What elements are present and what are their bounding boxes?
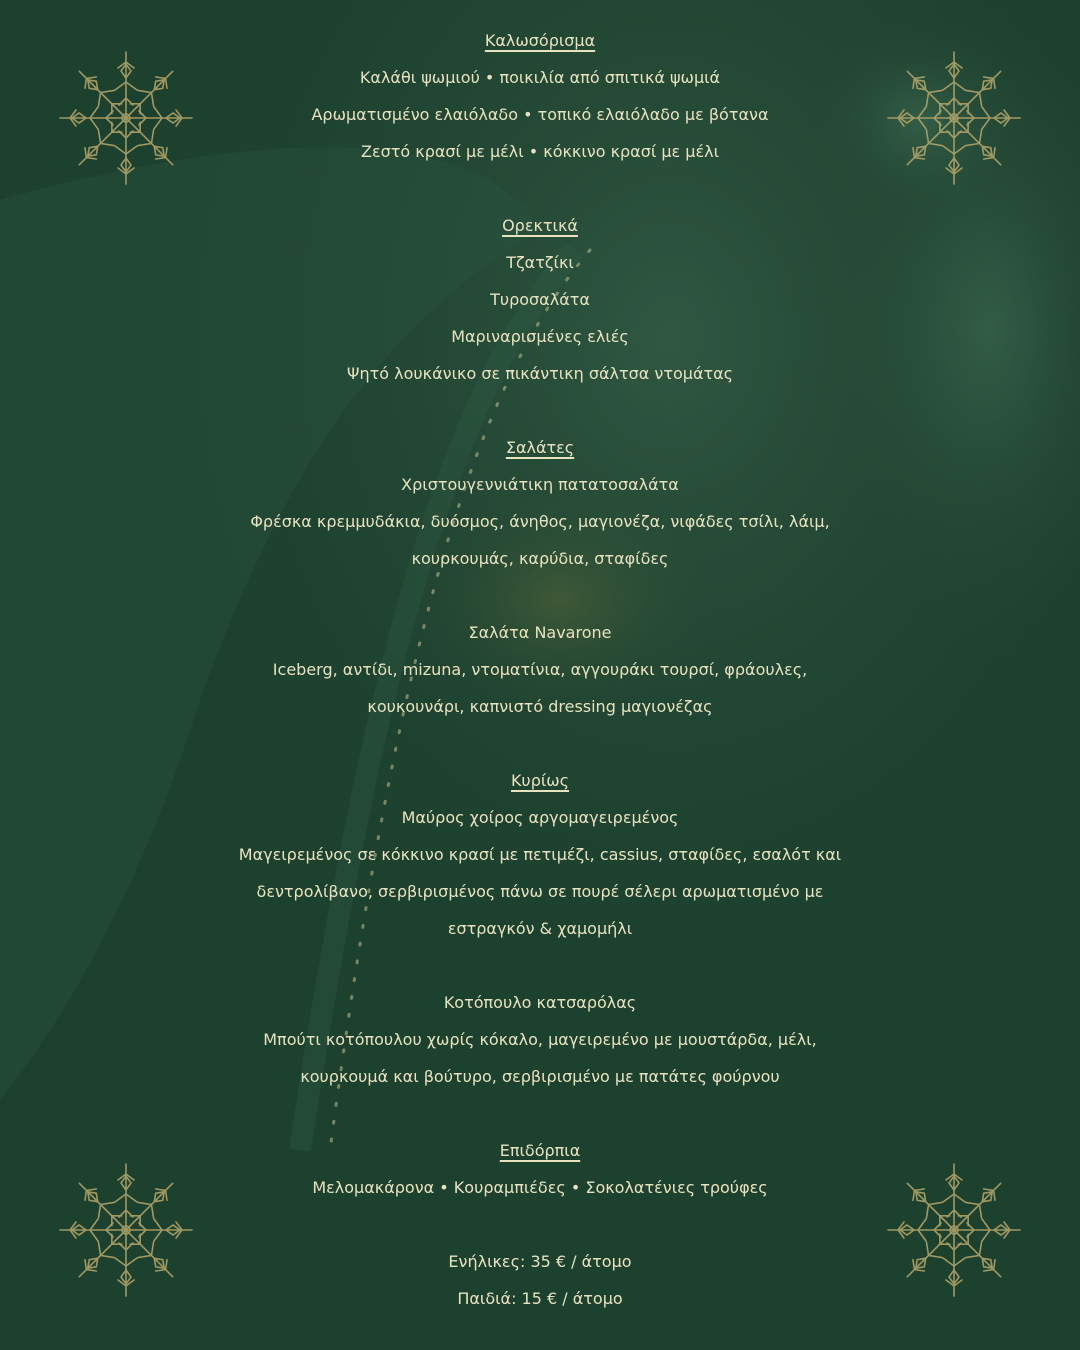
price-children: Παιδιά: 15 € / άτομο [457,1289,623,1308]
menu-line: Ψητό λουκάνικο σε πικάντικη σάλτσα ντομάτας [346,364,734,383]
item-name: Σαλάτα Navarone [468,623,612,642]
section-welcome [0,22,1080,170]
menu-line: Τυροσαλάτα [490,290,590,309]
price-list [0,1243,1080,1317]
menu-line: Μελομακάρονα • Κουραμπιέδες • Σοκολατένιες τρούφες [312,1178,768,1197]
menu-item [0,799,1080,947]
section-heading: Σαλάτες [505,438,575,457]
menu-item [0,614,1080,725]
price-adults: Ενήλικες: 35 € / άτομο [448,1252,632,1271]
section-mains [0,762,1080,1095]
item-description: Iceberg, αντίδι, mizuna, ντοματίνια, αγγουράκι τουρσί, φράουλες, [272,660,808,679]
menu-item [0,466,1080,577]
item-description: κουκουνάρι, καπνιστό dressing μαγιονέζας [367,697,713,716]
menu-item [0,984,1080,1095]
item-description: δεντρολίβανο, σερβιρισμένος πάνω σε πουρέ σέλερι αρωματισμένο με [256,882,824,901]
item-name: Κοτόπουλο κατσαρόλας [443,993,637,1012]
section-salads [0,429,1080,725]
menu-line: Ζεστό κρασί με μέλι • κόκκινο κρασί με μέλι [361,142,719,161]
section-heading: Κυρίως [510,771,570,790]
section-appetizers [0,207,1080,392]
section-heading: Επιδόρπια [499,1141,581,1160]
christmas-menu [0,22,1080,1317]
item-name: Μαύρος χοίρος αργομαγειρεμένος [401,808,679,827]
item-description: Φρέσκα κρεμμυδάκια, δυόσμος, άνηθος, μαγιονέζα, νιφάδες τσίλι, λάιμ, [250,512,830,531]
menu-line: Καλάθι ψωμιού • ποικιλία από σπιτικά ψωμιά [359,68,721,87]
menu-line: Μαριναρισμένες ελιές [451,327,629,346]
item-description: Μαγειρεμένος σε κόκκινο κρασί με πετιμέζι, cassius, σταφίδες, εσαλότ και [238,845,842,864]
item-description: κουρκουμάς, καρύδια, σταφίδες [411,549,669,568]
menu-line: Αρωματισμένο ελαιόλαδο • τοπικό ελαιόλαδο με βότανα [311,105,769,124]
item-description: κουρκουμά και βούτυρο, σερβιρισμένο με πατάτες φούρνου [300,1067,780,1086]
item-name: Χριστουγεννιάτικη πατατοσαλάτα [401,475,679,494]
section-heading: Καλωσόρισμα [484,31,596,50]
menu-line: Τζατζίκι [506,253,574,272]
section-heading: Ορεκτικά [502,216,578,235]
item-description: Μπούτι κοτόπουλου χωρίς κόκαλο, μαγειρεμένο με μουστάρδα, μέλι, [263,1030,817,1049]
section-desserts [0,1132,1080,1206]
item-description: εστραγκόν & χαμομήλι [447,919,633,938]
